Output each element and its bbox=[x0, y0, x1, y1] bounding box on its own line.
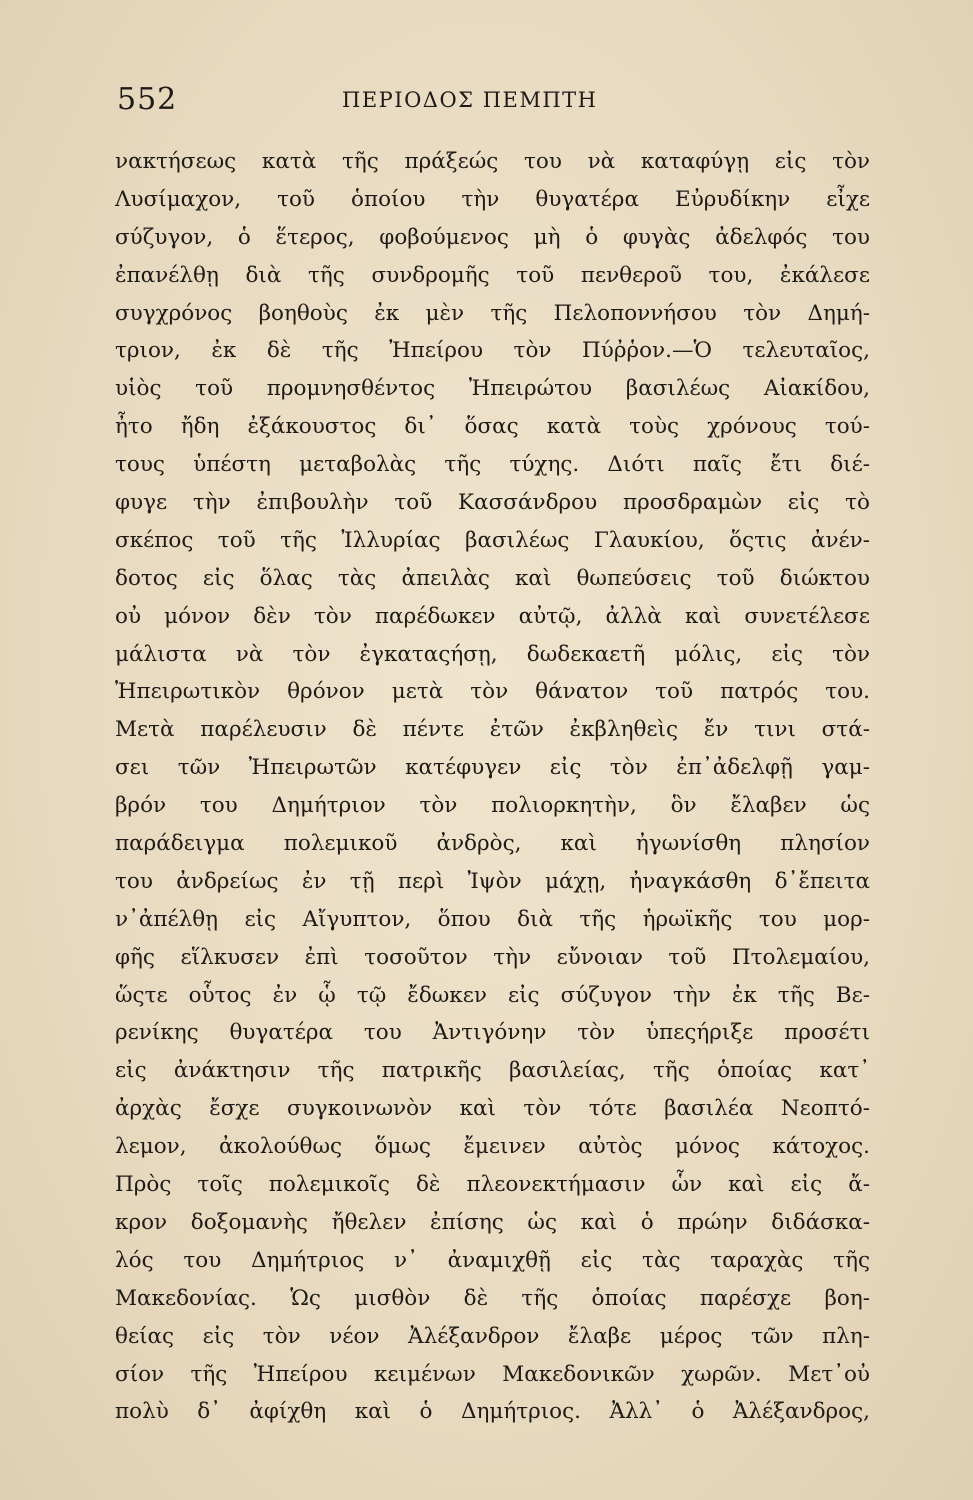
running-head: ΠΕΡΙΟΔΟΣ ΠΕΜΠΤΗ bbox=[342, 88, 598, 112]
text-line: ν᾽ἀπέλθῃ εἰς Αἴγυπτον, ὅπου διὰ τῆς ἡρωϊκῆς του μορ- bbox=[115, 906, 870, 932]
text-line: Ἠπειρωτικὸν θρόνον μετὰ τὸν θάνατον τοῦ πατρός του. bbox=[115, 679, 870, 705]
text-line: Πρὸς τοῖς πολεμικοῖς δὲ πλεονεκτήμασιν ὧν καὶ εἰς ἄ- bbox=[115, 1172, 870, 1198]
text-line: τριον, ἐκ δὲ τῆς Ἠπείρου τὸν Πύῤῥον.—Ὁ τελευταῖος, bbox=[115, 338, 870, 364]
body-text bbox=[115, 143, 870, 1431]
text-line: κρον δοξομανὴς ἤθελεν ἐπίσης ὡς καὶ ὁ πρώην διδάσκα- bbox=[115, 1209, 870, 1235]
text-line: εἰς ἀνάκτησιν τῆς πατρικῆς βασιλείας, τῆς ὁποίας κατ᾽ bbox=[115, 1058, 870, 1084]
text-line: σίον τῆς Ἠπείρου κειμένων Μακεδονικῶν χωρῶν. Μετ᾽οὐ bbox=[115, 1361, 870, 1387]
text-line: Μετὰ παρέλευσιν δὲ πέντε ἐτῶν ἐκβληθεὶς ἔν τινι στά- bbox=[115, 717, 870, 743]
text-line: οὐ μόνον δὲν τὸν παρέδωκεν αὐτῷ, ἀλλὰ καὶ συνετέλεσε bbox=[115, 603, 870, 629]
page-number: 552 bbox=[117, 82, 178, 117]
text-line: του ἀνδρείως ἐν τῇ περὶ Ἰψὸν μάχῃ, ἠναγκάσθη δ᾽ἔπειτα bbox=[115, 868, 870, 894]
text-line: δοτος εἰς ὅλας τὰς ἀπειλὰς καὶ θωπεύσεις τοῦ διώκτου bbox=[115, 565, 870, 591]
text-line: ἦτο ἤδη ἐξάκουστος δι᾽ ὅσας κατὰ τοὺς χρόνους τού- bbox=[115, 414, 870, 440]
text-line: ὥςτε οὗτος ἐν ᾧ τῷ ἔδωκεν εἰς σύζυγον τὴν ἐκ τῆς Βε- bbox=[115, 982, 870, 1008]
text-line: θείας εἰς τὸν νέον Ἀλέξανδρον ἔλαβε μέρος τῶν πλη- bbox=[115, 1323, 870, 1349]
text-line: βρόν του Δημήτριον τὸν πολιορκητὴν, ὃν ἔλαβεν ὡς bbox=[115, 793, 870, 819]
text-line: μάλιστα νὰ τὸν ἐγκαταςήσῃ, δωδεκαετῆ μόλις, εἰς τὸν bbox=[115, 641, 870, 667]
text-line: σύζυγον, ὁ ἕτερος, φοβούμενος μὴ ὁ φυγὰς ἀδελφός του bbox=[115, 224, 870, 250]
text-line: λός του Δημήτριος ν᾽ ἀναμιχθῇ εἰς τὰς ταραχὰς τῆς bbox=[115, 1247, 870, 1273]
text-line: ρενίκης θυγατέρα του Ἀντιγόνην τὸν ὑπεςήριξε προσέτι bbox=[115, 1020, 870, 1046]
text-line: σκέπος τοῦ τῆς Ἰλλυρίας βασιλέως Γλαυκίου, ὅςτις ἀνέν- bbox=[115, 527, 870, 553]
text-line: τους ὑπέστη μεταβολὰς τῆς τύχης. Διότι παῖς ἔτι διέ- bbox=[115, 452, 870, 478]
text-line: Λυσίμαχον, τοῦ ὁποίου τὴν θυγατέρα Εὐρυδίκην εἶχε bbox=[115, 186, 870, 212]
page-header bbox=[117, 82, 857, 122]
text-line: ἀρχὰς ἔσχε συγκοινωνὸν καὶ τὸν τότε βασιλέα Νεοπτό- bbox=[115, 1096, 870, 1122]
text-line: νακτήσεως κατὰ τῆς πράξεώς του νὰ καταφύγῃ εἰς τὸν bbox=[115, 149, 870, 174]
text-line: Μακεδονίας. Ὡς μισθὸν δὲ τῆς ὁποίας παρέσχε βοη- bbox=[115, 1285, 870, 1311]
text-line: φῆς εἵλκυσεν ἐπὶ τοσοῦτον τὴν εὔνοιαν τοῦ Πτολεμαίου, bbox=[115, 944, 870, 970]
text-line: φυγε τὴν ἐπιβουλὴν τοῦ Κασσάνδρου προσδραμὼν εἰς τὸ bbox=[115, 490, 870, 516]
text-line: συγχρόνος βοηθοὺς ἐκ μὲν τῆς Πελοποννήσου τὸν Δημή- bbox=[115, 300, 870, 326]
text-line: πολὺ δ᾽ ἀφίχθη καὶ ὁ Δημήτριος. Ἀλλ᾽ ὁ Ἀλέξανδρος, bbox=[115, 1399, 870, 1425]
text-line: παράδειγμα πολεμικοῦ ἀνδρὸς, καὶ ἠγωνίσθη πλησίον bbox=[115, 831, 870, 857]
text-line: υἱὸς τοῦ προμνησθέντος Ἠπειρώτου βασιλέως Αἰακίδου, bbox=[115, 376, 870, 402]
text-line: ἐπανέλθῃ διὰ τῆς συνδρομῆς τοῦ πενθεροῦ του, ἐκάλεσε bbox=[115, 262, 870, 288]
text-line: σει τῶν Ἠπειρωτῶν κατέφυγεν εἰς τὸν ἐπ᾽ἀδελφῇ γαμ- bbox=[115, 755, 870, 781]
text-line: λεμον, ἀκολούθως ὅμως ἔμεινεν αὐτὸς μόνος κάτοχος. bbox=[115, 1134, 870, 1160]
